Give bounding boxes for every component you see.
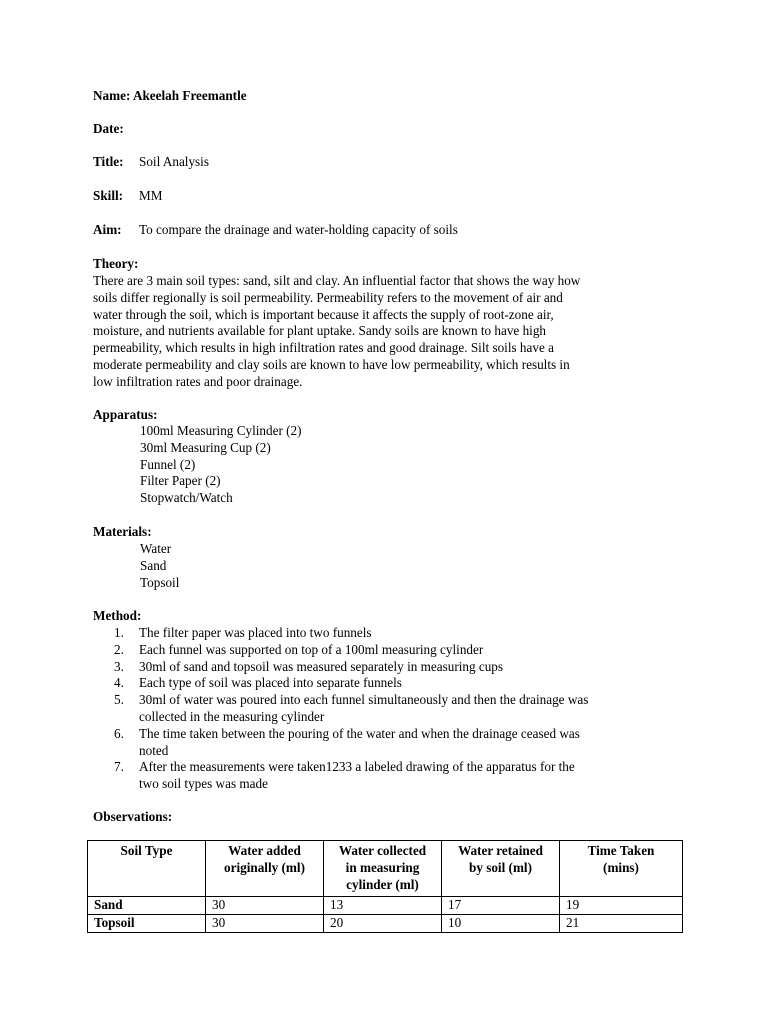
theory-line: water through the soil, which is important because it affects the supply of root-zone air, [93,306,554,322]
column-header: Water collected in measuring cylinder (ml) [324,841,442,897]
title-label: Title: [93,154,124,169]
table-cell: 30 [206,897,324,915]
materials-list [140,541,179,591]
list-item: 30ml Measuring Cup (2) [140,439,271,455]
method-step [93,642,693,659]
step-number: 1. [114,625,124,640]
column-header: Soil Type [88,841,206,897]
title-value: Soil Analysis [139,154,209,169]
step-number: 7. [114,759,124,775]
table-row [88,915,683,933]
table-cell: 30 [206,915,324,933]
observations-heading: Observations: [93,809,173,824]
theory-line: low infiltration rates and poor drainage. [93,373,303,389]
table-cell: 10 [442,915,560,933]
list-item: Funnel (2) [140,456,196,472]
step-number: 2. [114,641,124,657]
materials-heading: Materials: [93,524,152,539]
list-item: Sand [140,557,167,573]
step-text: After the measurements were taken1233 a labeled drawing of the apparatus for the [139,759,575,775]
step-text: two soil types was made [139,776,268,792]
table-cell: 21 [560,915,683,933]
table-cell: 17 [442,897,560,915]
step-number: 6. [114,725,124,741]
aim-value: To compare the drainage and water-holding capacity of soils [139,222,458,237]
aim-label: Aim: [93,222,122,237]
skill-value: MM [139,188,163,203]
method-step [93,692,693,726]
theory-paragraph [93,273,693,391]
method-list [93,625,693,793]
column-header: Time Taken (mins) [560,841,683,897]
theory-heading: Theory: [93,256,139,271]
step-text: collected in the measuring cylinder [139,708,325,724]
theory-line: permeability, which results in high infiltration rates and good drainage. Silt soils have a [93,340,554,356]
step-text: 30ml of sand and topsoil was measured separately in measuring cups [139,658,504,674]
list-item: Stopwatch/Watch [140,490,233,506]
method-step [93,659,693,676]
apparatus-list [140,423,302,507]
method-step [93,726,693,760]
theory-line: There are 3 main soil types: sand, silt and clay. An influential factor that shows the way how [93,273,581,288]
method-step [93,675,693,692]
table-cell: 13 [324,897,442,915]
column-header: Water retained by soil (ml) [442,841,560,897]
list-item: Filter Paper (2) [140,473,221,489]
observations-table [87,840,683,933]
table-row [88,897,683,915]
table-cell: 20 [324,915,442,933]
step-text: The filter paper was placed into two funnels [139,625,372,640]
list-item: Water [140,541,172,556]
step-number: 4. [114,675,124,691]
table-header-row [88,841,683,897]
step-number: 3. [114,658,124,674]
method-step [93,625,693,642]
method-step [93,759,693,793]
theory-line: soils differ regionally is soil permeability. Permeability refers to the movement of air and [93,289,563,305]
theory-line: moderate permeability and clay soils are known to have low permeability, which results in [93,356,570,372]
date-label: Date: [93,121,124,136]
table-cell: 19 [560,897,683,915]
step-text: The time taken between the pouring of the water and when the drainage ceased was [139,725,580,741]
step-text: Each funnel was supported on top of a 100ml measuring cylinder [139,641,484,657]
step-text: Each type of soil was placed into separate funnels [139,675,402,691]
table-cell: Sand [88,897,206,915]
step-text: noted [139,742,169,758]
step-number: 5. [114,692,124,708]
method-heading: Method: [93,608,142,623]
apparatus-heading: Apparatus: [93,407,158,422]
column-header: Water added originally (ml) [206,841,324,897]
theory-line: moisture, and nutrients available for plant uptake. Sandy soils are known to have high [93,323,547,339]
list-item: Topsoil [140,574,180,590]
step-text: 30ml of water was poured into each funnel simultaneously and then the drainage was [139,692,589,708]
name-value: Akeelah Freemantle [132,88,247,103]
name-line [93,88,247,105]
table-cell: Topsoil [88,915,206,933]
list-item: 100ml Measuring Cylinder (2) [140,423,302,438]
name-label: Name: [93,88,131,103]
skill-label: Skill: [93,188,124,203]
